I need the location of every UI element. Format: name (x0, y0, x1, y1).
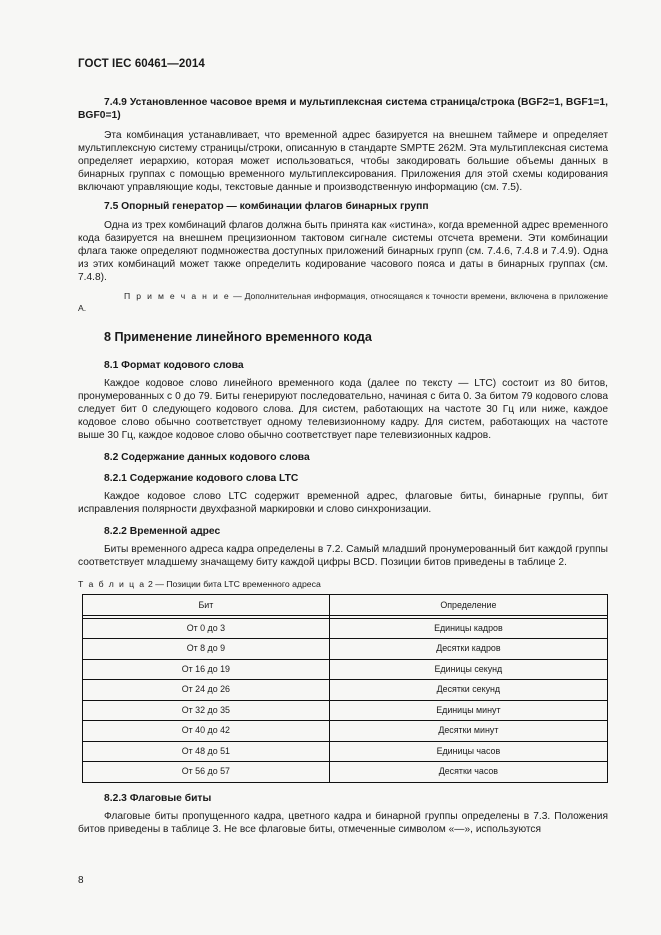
table-row (83, 680, 608, 701)
cell-definition: Десятки кадров (329, 639, 607, 660)
note-7-5 (78, 290, 608, 314)
cell-definition: Десятки часов (329, 762, 607, 783)
heading-7-4-9: 7.4.9 Установленное часовое время и мультиплексная система страница/строка (BGF2=1, BGF1=1, BGF0=1) (78, 97, 608, 122)
cell-definition: Единицы минут (329, 700, 607, 721)
table-row (83, 700, 608, 721)
table-row (83, 639, 608, 660)
table-2-caption (78, 579, 608, 589)
cell-bit: От 24 до 26 (83, 680, 330, 701)
heading-8-2: 8.2 Содержание данных кодового слова (104, 451, 310, 463)
paragraph-8-2-2: Биты временного адреса кадра определены в 7.2. Самый младший пронумерованный бит каждой группы соответствует младшему значащему биту каждой цифры BCD. Позиции битов приведены в таблице 2. (78, 543, 608, 568)
paragraph-8-2-3: Флаговые биты пропущенного кадра, цветного кадра и бинарной группы определены в 7.3. Положения битов приведены в таблице 3. Не все флаговые биты, отмеченные символом «—», используются (78, 810, 608, 835)
paragraph-8-1: Каждое кодовое слово линейного временного кода (далее по тексту — LTC) состоит из 80 битов, пронумерованных с 0 до 79. Биты генерируют последовательно, начиная с бита 0. За битом 79 кодового слова следует бит 0 следующего кодового слова. Для систем, работающих на частоте 30 Гц или ниже, каждое кодовое слово обычно соответствует одному телевизионному кадру. Для систем, работающих на частоте выше 30 Гц, каждое кодовое слово обычно соответствует паре телевизионных кадров. (78, 377, 608, 441)
page-number: 8 (78, 875, 84, 886)
heading-8-2-2: 8.2.2 Временной адрес (104, 525, 221, 537)
note-label: П р и м е ч а н и е (124, 290, 231, 301)
heading-8-1: 8.1 Формат кодового слова (104, 359, 244, 371)
cell-definition: Единицы секунд (329, 659, 607, 680)
cell-bit: От 56 до 57 (83, 762, 330, 783)
page-content (78, 58, 608, 842)
heading-clause-8: 8 Применение линейного временного кода (104, 329, 372, 344)
heading-7-5: 7.5 Опорный генератор — комбинации флагов бинарных групп (104, 201, 429, 213)
cell-bit: От 8 до 9 (83, 639, 330, 660)
cell-definition: Десятки минут (329, 721, 607, 742)
cell-definition: Десятки секунд (329, 680, 607, 701)
table-row (83, 618, 608, 639)
cell-bit: От 0 до 3 (83, 618, 330, 639)
cell-definition: Единицы кадров (329, 618, 607, 639)
table-caption-text: 2 — Позиции бита LTC временного адреса (145, 578, 321, 589)
paragraph-8-2-1: Каждое кодовое слово LTC содержит временной адрес, флаговые биты, бинарные группы, бит исправления полярности двухфазной маркировки и слово синхронизации. (78, 490, 608, 515)
column-header-bit: Бит (83, 594, 330, 615)
paragraph-7-5: Одна из трех комбинаций флагов должна быть принята как «истина», когда временной адрес временного кода базируется на внешнем прецизионном тактовом сигнале системы отсчета времени. Эти комбинации флага также определяют подмножества доступных приложений бинарных групп (см. 7.4.6, 7.4.8 и 7.4.9). Одна из этих комбинаций может также определить кодирование часового пояса и даты в бинарных группах (см. 7.4.8). (78, 219, 608, 283)
heading-8-2-3: 8.2.3 Флаговые биты (104, 792, 212, 804)
table-header-row (83, 594, 608, 615)
table-row (83, 721, 608, 742)
table-head (83, 594, 608, 618)
table-caption-label: Т а б л и ц а (78, 578, 146, 589)
note-text: — Дополнительная информация, относящаяся к точности времени, включена в приложение А. (78, 290, 609, 313)
table-row (83, 741, 608, 762)
table-row (83, 659, 608, 680)
cell-definition: Единицы часов (329, 741, 607, 762)
cell-bit: От 32 до 35 (83, 700, 330, 721)
column-header-definition: Определение (329, 594, 607, 615)
table-bit-positions (82, 594, 608, 783)
table-body (83, 618, 608, 782)
heading-8-2-1: 8.2.1 Содержание кодового слова LTC (104, 472, 299, 484)
cell-bit: От 48 до 51 (83, 741, 330, 762)
paragraph-7-4-9: Эта комбинация устанавливает, что временной адрес базируется на внешнем таймере и определяет мультиплексную систему страницы/строки, описанную в стандарте SMPTE 262M. Эта мультиплексная система определяет иерархию, которая может использоваться, чтобы закодировать большие объемы данных в бинарных группах с помощью временного мультиплексирования. Приложения для этой схемы кодирования включают управляющие коды, текстовые данные и производственную информацию (см. 7.5). (78, 130, 608, 194)
table-row (83, 762, 608, 783)
document-header: ГОСТ IEC 60461—2014 (78, 58, 205, 70)
cell-bit: От 16 до 19 (83, 659, 330, 680)
cell-bit: От 40 до 42 (83, 721, 330, 742)
